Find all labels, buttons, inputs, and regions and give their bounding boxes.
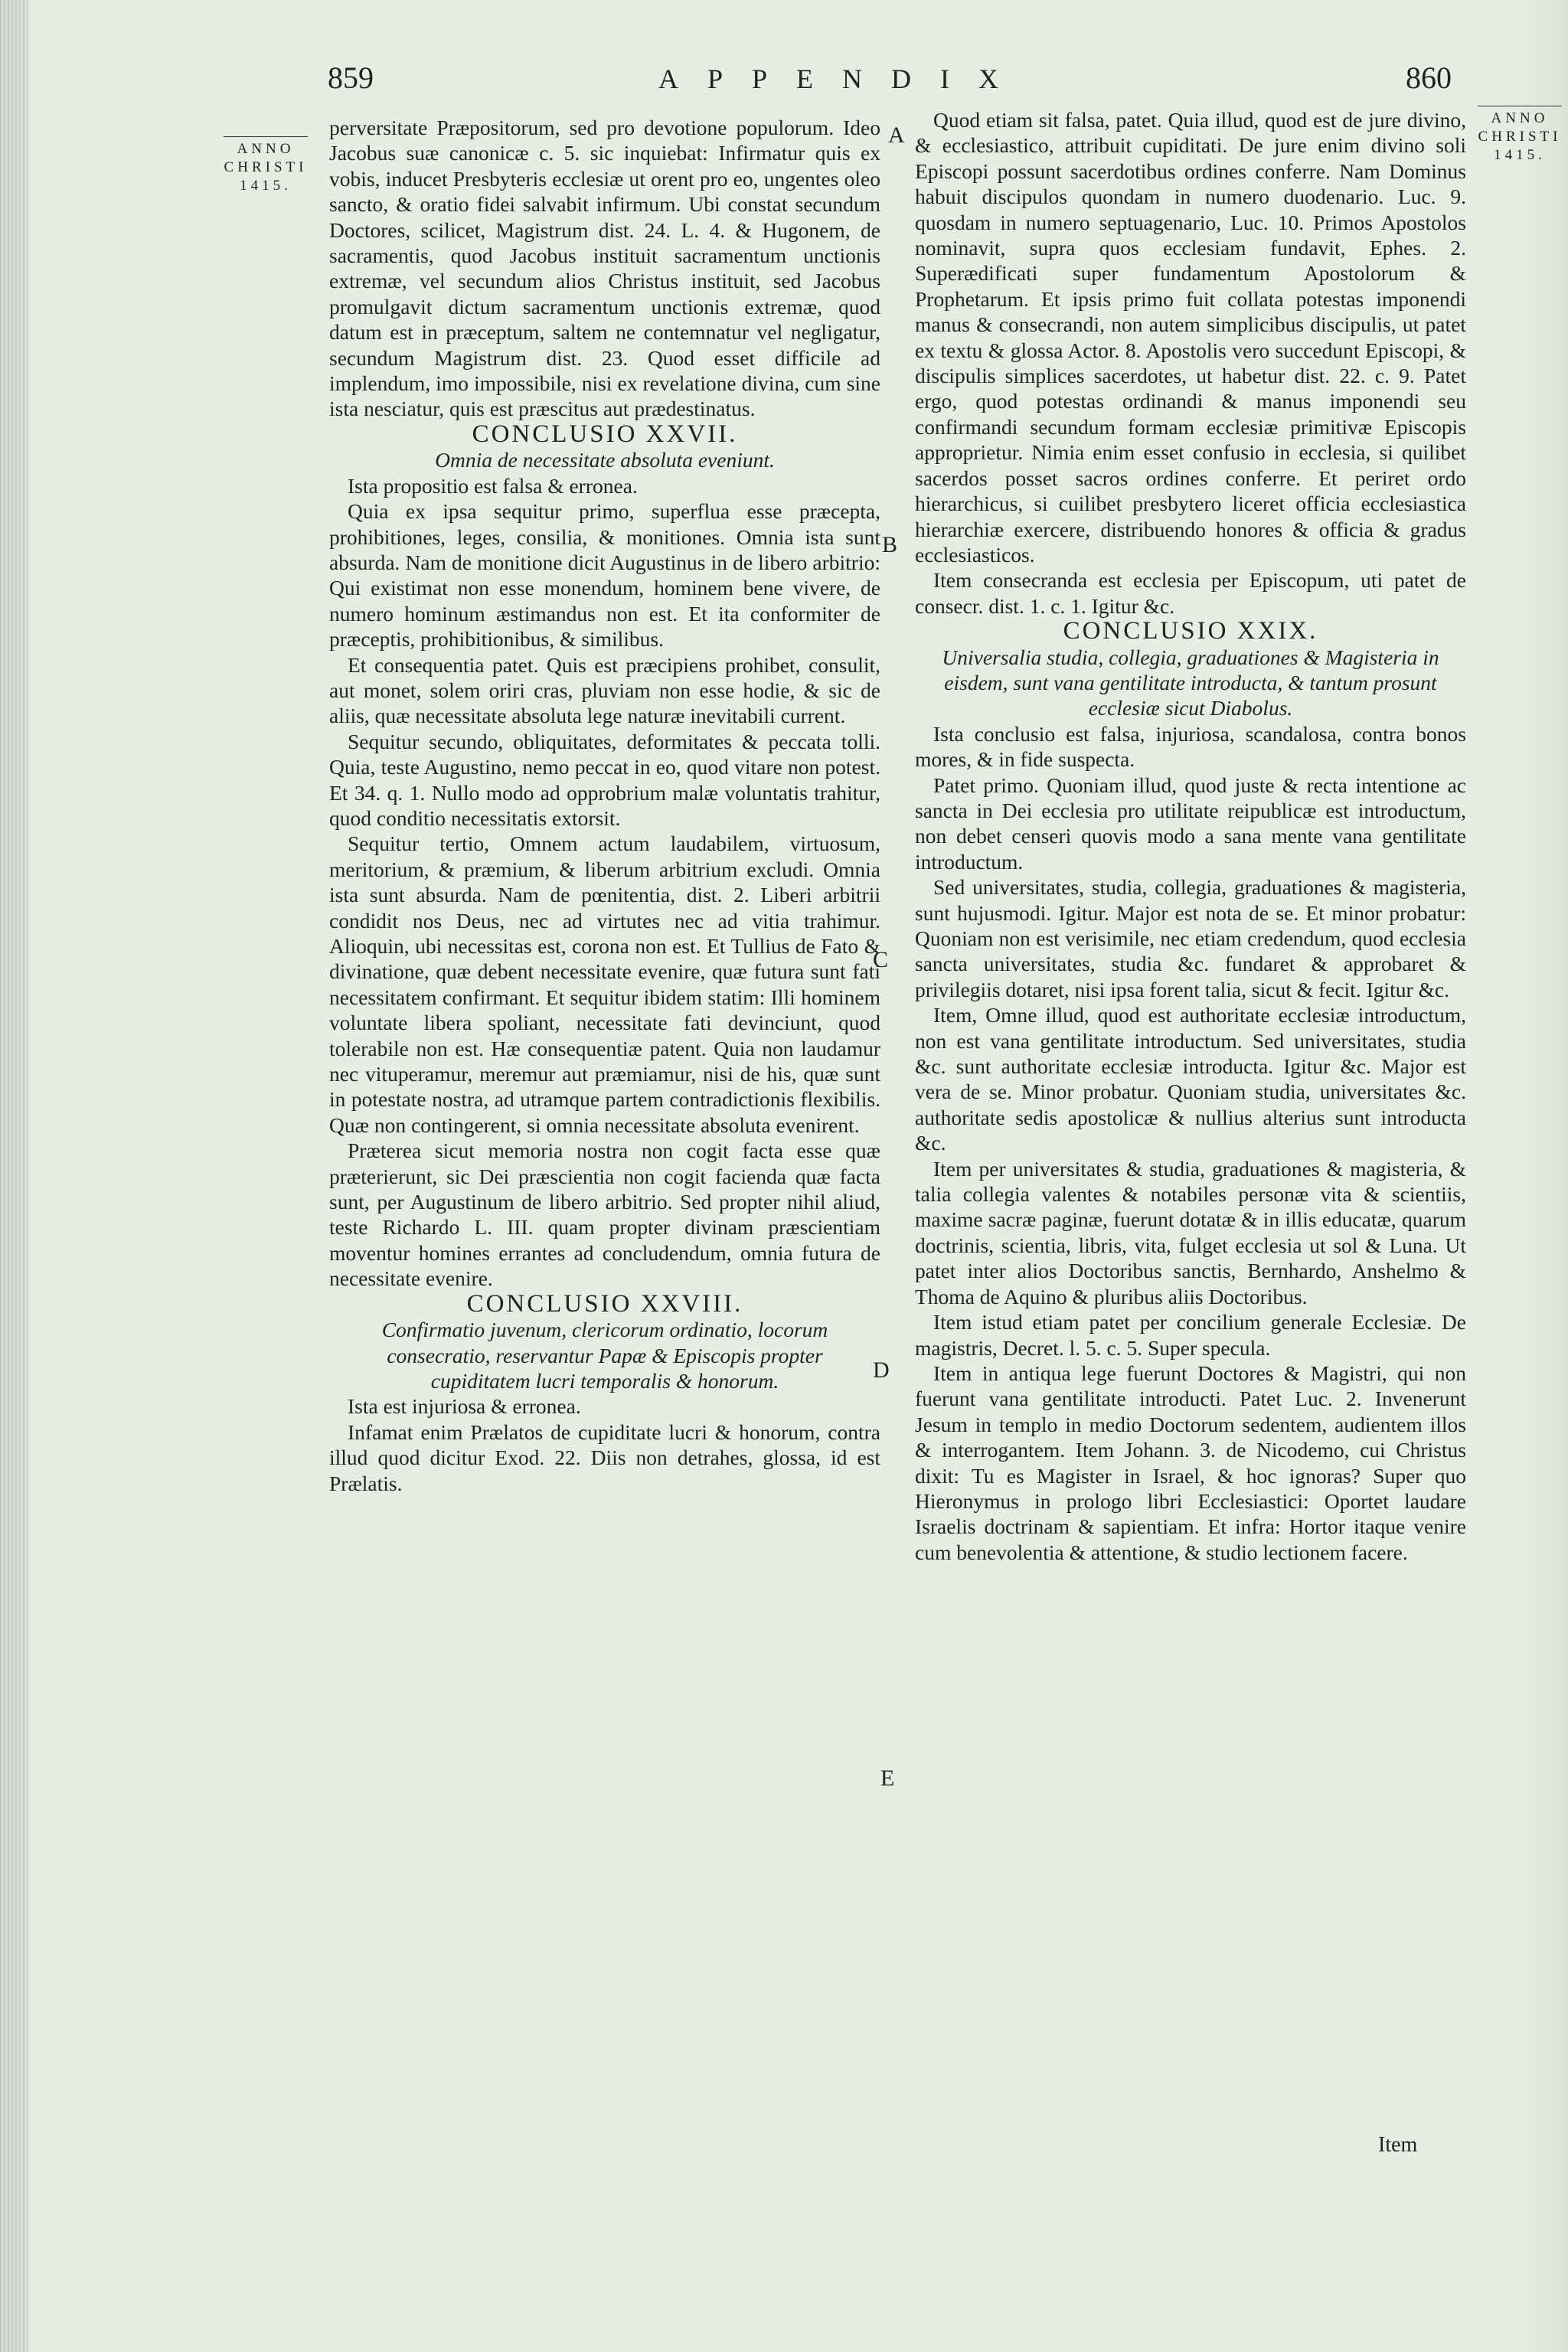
paragraph: Quod etiam sit falsa, patet. Quia illud, quod est de jure divino, & ecclesiastico, attribuit cupiditati. De jure enim divino soli Episcopi possunt sacerdotibus ordines conferre. Nam Dominus habuit discipulos quondam in numero duodenario. Luc. 9. quosdam in numero septuagenario, Luc. 10. Primos Apostolos nominavit, supra quos ecclesiam fundavit, Ephes. 2. Superædificati super fundamentum Apostolorum & Prophetarum. Et ipsis primo fuit collata potestas imponendi manus & consecrandi, non autem simplicibus discipulis, ut patet ex textu & glossa Actor. 8. Apostolis vero succedunt Episcopi, & discipulis simplices sacerdotes, ut habetur dist. 22. c. 9. Patet ergo, quod potestas ordinandi & manus imponendi seu confirmandi secundum formam ecclesiæ primitivæ Episcopis approprietur. Nimia enim esset confusio in ecclesia, si quilibet sacerdos posset sacros ordines conferre. Et periret ordo hierarchicus, si cuilibet presbytero liceret officia ecclesiastica hierarchiæ exercere, distribuendo honores & officia & gradus ecclesiasticos. (915, 108, 1466, 567)
margin-anno: ANNO (1491, 110, 1549, 126)
conclusion-heading: CONCLUSIO XXVIII. (466, 1289, 743, 1318)
paragraph: Item in antiqua lege fuerunt Doctores & Magistri, qui non fuerunt vana gentilitate introducti. Patet Luc. 2. Invenerunt Jesum in templo in medio Doctorum sedentem, audientem illos & interrogantem. Item Johann. 3. de Nicodemo, cui Christus dixit: Tu es Magister in Israel, & hoc ignoras? Super quo Hieronymus in prologo libri Ecclesiastici: Oportet laudare Israelis doctrinam & sapientiam. Et infra: Hortor itaque venire cum benevolentia & attentione, & studio lectionem facere. (915, 1361, 1466, 1564)
margin-note-left (216, 136, 315, 195)
margin-christi: CHRISTI (224, 159, 308, 175)
conclusion-heading: CONCLUSIO XXIX. (1063, 617, 1318, 645)
margin-note-right (1474, 106, 1566, 165)
paragraph: Ista est injuriosa & erronea. (348, 1394, 581, 1419)
paragraph: Ista conclusio est falsa, injuriosa, scandalosa, contra bonos mores, & in fide suspecta. (915, 721, 1466, 772)
margin-year: 1415. (1494, 147, 1546, 163)
conclusion-statement: Omnia de necessitate absoluta eveniunt. (435, 448, 775, 472)
margin-year: 1415. (240, 178, 292, 194)
conclusion-statement: Universalia studia, collegia, graduationes & Magisteria in eisdem, sunt vana gentilitate introducta, & tantum prosunt ecclesiæ sicut Diabolus. (942, 645, 1439, 720)
margin-anno: ANNO (237, 141, 295, 157)
conclusion-heading: CONCLUSIO XXVII. (472, 420, 738, 448)
paragraph: Item consecranda est ecclesia per Episcopum, uti patet de consecr. dist. 1. c. 1. Igitur &c. (915, 568, 1466, 618)
page-number-left: 859 (328, 60, 374, 95)
book-spine (0, 0, 28, 2352)
section-letter-b: B (882, 532, 898, 557)
paragraph: Sed universitates, studia, collegia, graduationes & magisteria, sunt hujusmodi. Igitur. Major est nota de se. Et minor probatur: Quoniam non est verisimile, nec etiam credendum, quod ecclesia sancta universitates, studia &c. fundaret & approbaret & privilegiis dotaret, nisi ipsa forent talia, sicut & fecit. Igitur &c. (915, 875, 1466, 1001)
paragraph: Sequitur tertio, Omnem actum laudabilem, virtuosum, meritorium, & præmium, & liberum arbitrium excludi. Omnia ista sunt absurda. Nam de pœnitentia, dist. 2. Liberi arbitrii condidit nos Deus, nec ad virtutes nec ad vitia trahimur. Alioquin, ubi necessitas est, corona non est. Et Tullius de Fato & divinatione, quæ debent necessitate evenire, quæ futura sunt fati necessitatem confirmant. Et sequitur ibidem statim: Illi hominem voluntate libera spoliant, necessitate fati devinciunt, quod tolerabile non est. Hæ consequentiæ patent. Quia non laudamur nec vituperamur, meremur aut præmiamur, nisi de his, quæ sunt in potestate nostra, ad utramque partem contradictionis flexibilis. Quæ non contingerent, si omnia necessitate absoluta evenirent. (329, 831, 880, 1137)
paragraph: Infamat enim Prælatos de cupiditate lucri & honorum, contra illud quod dicitur Exod. 22. Diis non detrahes, glossa, id est Prælatis. (329, 1419, 880, 1495)
conclusion-statement: Confirmatio juvenum, clericorum ordinatio, locorum consecratio, reservantur Papæ & Episcopis propter cupiditatem lucri temporalis & honorum. (381, 1318, 828, 1393)
catchword: Item (1378, 2133, 1418, 2157)
paragraph: Item, Omne illud, quod est authoritate ecclesiæ introductum, non est vana gentilitate introductum. Sed universitates, studia &c. sunt authoritate ecclesiæ introducta. Igitur &c. Major est vera de se. Minor probatur. Quoniam studia, universitates &c. authoritate sedis apostolicæ & nullius alterius sunt introducta &c. (915, 1003, 1466, 1155)
running-title: APPENDIX (658, 64, 1028, 94)
paragraph: Præterea sicut memoria nostra non cogit facta esse quæ præterierunt, sic Dei præscientia non cogit facienda quæ facta sunt, per Augustinum de libero arbitrio. Sed propter nihil aliud, teste Richardo L. III. quam propter divinam præscientiam moventur homines errantes ad concludendum, omnia futura de necessitate evenire. (329, 1138, 880, 1291)
section-letter-c: C (873, 947, 889, 972)
section-letter-e: E (880, 1766, 895, 1791)
paragraph: perversitate Præpositorum, sed pro devotione populorum. Ideo Jacobus suæ canonicæ c. 5. sic inquiebat: Infirmatur quis ex vobis, inducet Presbyteris ecclesiæ ut orent pro eo, ungentes oleo sancto, & oratio fidei salvabit infirmum. Ubi constat secundum Doctores, scilicet, Magistrum dist. 24. L. 4. & Hugonem, de sacramentis, quod Jacobus instituit sacramentum unctionis extremæ, vel secundum alios Christus instituit, sed Jacobus promulgavit dictum sacramentum unctionis extremæ, quod datum est in præceptum, saltem ne contemnatur vel negligatur, secundum Magistrum dist. 23. Quod esset difficile ad implendum, imo impossibile, nisi ex revelatione divina, cum sine ista nesciatur, quis est præscitus aut prædestinatus. (329, 116, 880, 421)
margin-christi: CHRISTI (1478, 129, 1562, 145)
paragraph: Quia ex ipsa sequitur primo, superflua esse præcepta, prohibitiones, leges, consilia, & monitiones. Omnia ista sunt absurda. Nam de monitione dicit Augustinus in de libero arbitrio: Qui existimat non esse monendum, hominem bene vivere, de numero hominum æstimandus non est. Et ita conformiter de præceptis, prohibitionibus, & similibus. (329, 499, 880, 652)
paragraph: Sequitur secundo, obliquitates, deformitates & peccata tolli. Quia, teste Augustino, nemo peccat in eo, quod vitare non potest. Et 34. q. 1. Nullo modo ad opprobrium malæ voluntatis trahitur, quod conditio necessitatis extorsit. (329, 729, 880, 830)
section-letter-d: D (873, 1357, 890, 1383)
margin-rule (224, 136, 308, 137)
paragraph: Item istud etiam patet per concilium generale Ecclesiæ. De magistris, Decret. l. 5. c. 5. Super specula. (915, 1310, 1466, 1360)
right-column (915, 107, 1466, 1565)
section-letter-a: A (888, 122, 905, 148)
paragraph: Ista propositio est falsa & erronea. (348, 473, 638, 498)
page-number-right: 860 (1406, 60, 1452, 95)
paragraph: Item per universitates & studia, graduationes & magisteria, & talia collegia valentes & notabiles personæ vita & scientiis, maxime sacræ paginæ, fuerunt dotatæ & in illis educatæ, quarum doctrinis, scientia, libris, vita, fulget ecclesia ut sol & Luna. Ut patet inter alios Doctoribus sanctis, Bernhardo, Anshelmo & Thoma de Aquino & pluribus aliis Doctoribus. (915, 1156, 1466, 1308)
paragraph: Patet primo. Quoniam illud, quod juste & recta intentione ac sancta in Dei ecclesia pro utilitate reipublicæ est introductum, non debet censeri quovis modo a sana mente vana gentilitate introductum. (915, 773, 1466, 874)
left-column (329, 115, 880, 1496)
paragraph: Et consequentia patet. Quis est præcipiens prohibet, consulit, aut monet, solem oriri cras, pluviam non esse hodie, & sic de aliis, quæ necessitate absoluta lege naturæ inevitabili current. (329, 652, 880, 728)
